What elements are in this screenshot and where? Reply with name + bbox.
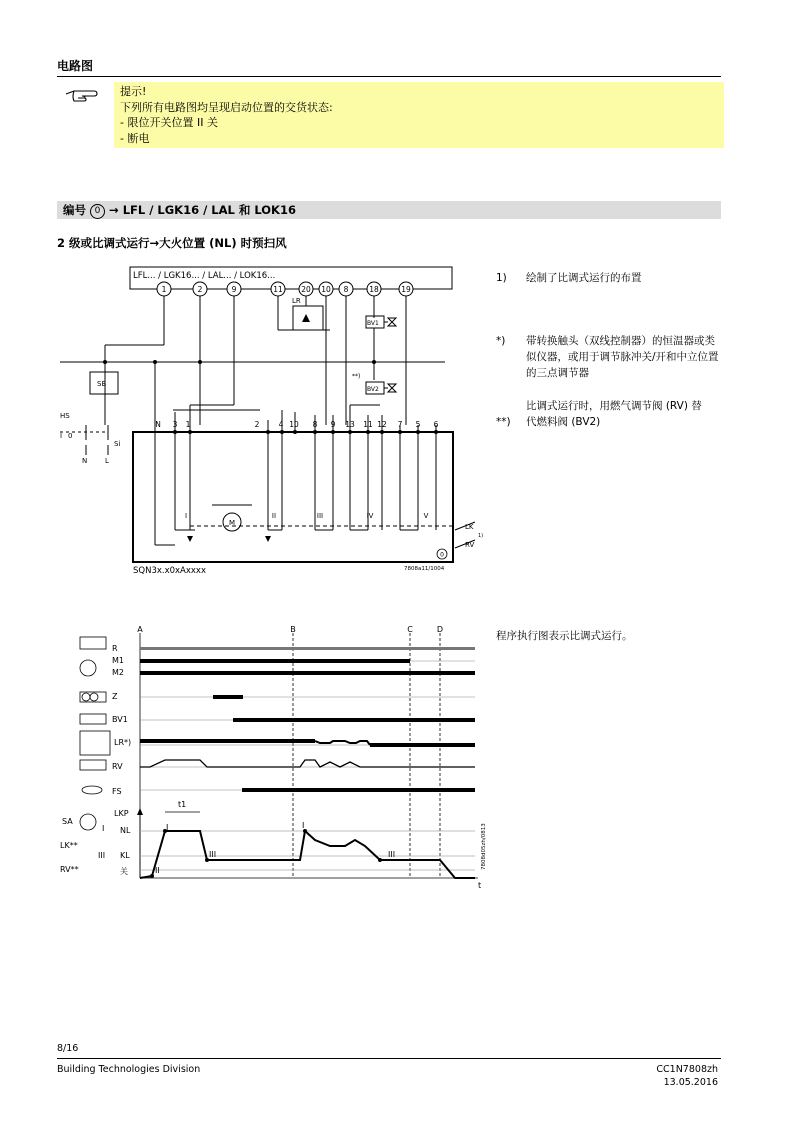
top-box-label: LFL... / LGK16... / LAL... / LOK16...	[133, 271, 276, 281]
misc-label: 0	[68, 432, 73, 440]
timing-row-label: M2	[112, 668, 124, 677]
misc-label: 1)	[478, 533, 484, 539]
bottom-terminal: 7	[397, 420, 403, 429]
top-terminal: 9	[231, 285, 237, 294]
bottom-terminal: 4	[278, 420, 284, 429]
subtitle: 2 级或比调式运行→大火位置 (NL) 时预扫风	[57, 236, 287, 250]
servo-label: NL	[120, 826, 131, 835]
bottom-terminal: N	[155, 420, 161, 429]
servo-roman: I	[166, 823, 169, 832]
misc-label: 0	[440, 551, 444, 559]
timing-row-label: R	[112, 644, 118, 653]
pointing-hand-icon	[64, 87, 100, 105]
note-text: 绘制了比调式运行的布置	[526, 272, 642, 284]
diagram-number-band	[57, 201, 721, 219]
timing-diagram	[55, 620, 485, 890]
bottom-terminal: 5	[415, 420, 421, 429]
t1-label: t1	[178, 800, 187, 809]
side-label: LK**	[60, 841, 78, 850]
division-name: Building Technologies Division	[57, 1064, 201, 1075]
component-label: LK	[465, 523, 474, 531]
bottom-terminal: 3	[172, 420, 178, 429]
note	[496, 270, 726, 290]
hint-box	[114, 82, 724, 148]
hint-line: 下列所有电路图均呈现启动位置的交货状态:	[120, 100, 333, 114]
note-text: 比调式运行时，用燃气调节阀 (RV) 替	[526, 400, 702, 412]
misc-label: L	[105, 457, 109, 465]
timing-row-label: RV	[112, 762, 123, 771]
timing-marker: C	[407, 625, 413, 634]
servo-roman: III	[209, 850, 217, 859]
note-text: 带转换触头（双线控制器）的恒温器或类似仪器，或用于调节脉冲关/开和中立位置的三点调节器	[526, 335, 719, 379]
component-label: LR	[292, 297, 301, 305]
component-label: HS	[60, 412, 70, 420]
document-date: 13.05.2016	[663, 1077, 718, 1088]
timing-row-label: Z	[112, 692, 118, 701]
component-label: RV	[465, 541, 475, 549]
top-terminal: 18	[369, 285, 379, 294]
servo-label: LKP	[114, 809, 129, 818]
note-key: *)	[496, 335, 506, 347]
hint-line: - 断电	[120, 131, 150, 145]
component-label: Si	[114, 440, 121, 448]
section-title: 电路图	[57, 59, 94, 73]
top-terminal: 20	[301, 285, 311, 294]
hint-line: - 限位开关位置 II 关	[120, 116, 218, 129]
timing-row-label: FS	[112, 787, 122, 796]
band-prefix: 编号	[63, 203, 86, 217]
hint-line: 提示!	[120, 85, 147, 98]
top-terminal: 1	[161, 285, 167, 294]
side-label: SA	[62, 817, 73, 826]
header-rule	[57, 76, 721, 77]
note-text: 代燃料阀 (BV2)	[526, 416, 601, 428]
document-code: CC1N7808zh	[656, 1064, 718, 1075]
servo-roman: III	[98, 851, 106, 860]
component-label: SB	[97, 380, 107, 388]
misc-label: **)	[352, 373, 361, 380]
band-title: LFL / LGK16 / LAL 和 LOK16	[122, 203, 296, 217]
bottom-terminal: 11	[363, 420, 373, 429]
servo-roman: I	[302, 821, 305, 830]
switch-label: I	[184, 512, 188, 520]
bottom-terminal: 1	[185, 420, 191, 429]
top-terminal: 2	[197, 285, 203, 294]
note	[496, 414, 726, 432]
timing-row-label: LR*)	[114, 738, 132, 747]
top-terminal: 10	[321, 285, 331, 294]
bottom-terminal: 9	[330, 420, 336, 429]
page-number: 8/16	[57, 1043, 79, 1054]
top-terminal: 8	[343, 285, 349, 294]
timing-marker: D	[436, 625, 444, 634]
timing-marker: B	[290, 625, 296, 634]
top-terminal: 11	[273, 285, 283, 294]
t-axis-label: t	[478, 881, 482, 890]
motor-label: M	[229, 519, 236, 527]
misc-label: I	[60, 432, 63, 440]
switch-label: IV	[366, 512, 374, 520]
servo-roman: I	[102, 824, 105, 833]
component-label: BV2	[367, 386, 379, 393]
side-label: RV**	[60, 865, 79, 874]
note	[496, 333, 726, 385]
servo-label: KL	[120, 851, 130, 860]
bottom-terminal: 6	[433, 420, 439, 429]
bottom-terminal: 8	[312, 420, 318, 429]
servo-roman: II	[155, 866, 160, 875]
timing-code: 7808d05zh/0813	[481, 823, 487, 870]
bottom-terminal: 13	[345, 420, 355, 429]
bottom-terminal: 2	[254, 420, 260, 429]
misc-label: N	[82, 457, 88, 465]
switch-label: V	[423, 512, 429, 520]
switch-label: III	[316, 512, 324, 520]
switch-label: II	[271, 512, 277, 520]
timing-caption: 程序执行图表示比调式运行。	[496, 630, 633, 642]
note-key: **)	[496, 416, 511, 428]
component-label: BV1	[367, 320, 379, 327]
wiring-diagram	[55, 262, 484, 580]
servo-roman: III	[388, 850, 396, 859]
bottom-terminal: 12	[377, 420, 387, 429]
top-terminal: 19	[401, 285, 411, 294]
timing-row-label: BV1	[112, 715, 128, 724]
timing-row-label: M1	[112, 656, 124, 665]
footer-rule	[57, 1058, 721, 1059]
diagram-code: 7808a11/1004	[404, 566, 445, 572]
band-number: 0	[90, 204, 105, 219]
timing-marker: A	[137, 625, 143, 634]
bottom-terminal: 10	[289, 420, 299, 429]
servo-label: 关	[120, 867, 128, 876]
band-arrow: →	[109, 203, 119, 217]
model-label: SQN3x.x0xAxxxx	[133, 566, 206, 576]
note-key: 1)	[496, 272, 507, 284]
